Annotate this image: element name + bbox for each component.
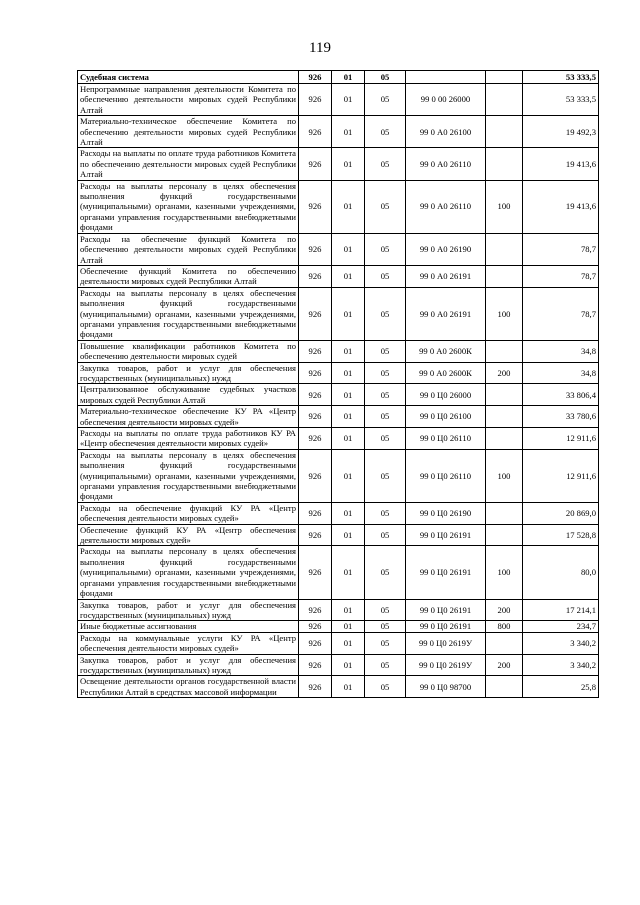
- cell-target-article: 99 0 А0 2600К: [406, 340, 486, 362]
- cell-expense-type: 200: [486, 362, 523, 384]
- cell-target-article: [406, 71, 486, 84]
- cell-section: 01: [332, 384, 365, 406]
- cell-target-article: 99 0 А0 26100: [406, 116, 486, 148]
- cell-amount: 34,8: [523, 340, 599, 362]
- cell-dept-code: 926: [299, 287, 332, 340]
- cell-target-article: 99 0 Ц0 26110: [406, 449, 486, 502]
- cell-name: Расходы на коммунальные услуги КУ РА «Центр обеспечения деятельности мировых судей»: [78, 632, 299, 654]
- cell-amount: 20 869,0: [523, 502, 599, 524]
- cell-expense-type: 200: [486, 654, 523, 676]
- cell-subsection: 05: [365, 116, 406, 148]
- cell-name: Материально-техническое обеспечение Комитета по обеспечению деятельности мировых судей Республики Алтай: [78, 116, 299, 148]
- cell-dept-code: 926: [299, 180, 332, 233]
- cell-name: Закупка товаров, работ и услуг для обеспечения государственных (муниципальных) нужд: [78, 599, 299, 621]
- cell-target-article: 99 0 Ц0 26190: [406, 502, 486, 524]
- cell-expense-type: [486, 632, 523, 654]
- cell-expense-type: [486, 524, 523, 546]
- cell-amount: 25,8: [523, 676, 599, 698]
- cell-section: 01: [332, 502, 365, 524]
- cell-name: Расходы на выплаты по оплате труда работников КУ РА «Центр обеспечения деятельности мировых судей»: [78, 428, 299, 450]
- cell-subsection: 05: [365, 621, 406, 632]
- cell-target-article: 99 0 Ц0 26000: [406, 384, 486, 406]
- cell-section: 01: [332, 449, 365, 502]
- cell-expense-type: [486, 265, 523, 287]
- cell-amount: 17 214,1: [523, 599, 599, 621]
- cell-target-article: 99 0 А0 26191: [406, 265, 486, 287]
- cell-name: Закупка товаров, работ и услуг для обеспечения государственных (муниципальных) нужд: [78, 654, 299, 676]
- cell-subsection: 05: [365, 502, 406, 524]
- cell-section: 01: [332, 148, 365, 180]
- cell-target-article: 99 0 А0 26191: [406, 287, 486, 340]
- cell-name: Расходы на обеспечение функций Комитета по обеспечению деятельности мировых судей Республики Алтай: [78, 233, 299, 265]
- cell-subsection: 05: [365, 676, 406, 698]
- cell-expense-type: [486, 502, 523, 524]
- cell-subsection: 05: [365, 340, 406, 362]
- cell-section: 01: [332, 654, 365, 676]
- cell-name: Закупка товаров, работ и услуг для обеспечения государственных (муниципальных) нужд: [78, 362, 299, 384]
- cell-amount: 19 413,6: [523, 180, 599, 233]
- cell-name: Расходы на выплаты по оплате труда работников Комитета по обеспечению деятельности мировых судей Республики Алтай: [78, 148, 299, 180]
- cell-name: Централизованное обслуживание судебных участков мировых судей Республики Алтай: [78, 384, 299, 406]
- cell-dept-code: 926: [299, 428, 332, 450]
- cell-amount: 3 340,2: [523, 632, 599, 654]
- cell-name: Расходы на выплаты персоналу в целях обеспечения выполнения функций государственными (муниципальными) органами, казенными учреждениями, органами управления государственными внебюджетными фондами: [78, 287, 299, 340]
- cell-dept-code: 926: [299, 676, 332, 698]
- table-row: [78, 524, 599, 546]
- cell-expense-type: [486, 116, 523, 148]
- cell-section: 01: [332, 632, 365, 654]
- cell-name: Повышение квалификации работников Комитета по обеспечению деятельности мировых судей: [78, 340, 299, 362]
- cell-dept-code: 926: [299, 384, 332, 406]
- cell-expense-type: 800: [486, 621, 523, 632]
- cell-dept-code: 926: [299, 449, 332, 502]
- table-row: [78, 654, 599, 676]
- table-row: [78, 599, 599, 621]
- cell-dept-code: 926: [299, 654, 332, 676]
- table-row: [78, 84, 599, 116]
- cell-target-article: 99 0 А0 2600К: [406, 362, 486, 384]
- cell-amount: 33 780,6: [523, 406, 599, 428]
- cell-amount: 34,8: [523, 362, 599, 384]
- cell-name: Материально-техническое обеспечение КУ РА «Центр обеспечения деятельности мировых судей»: [78, 406, 299, 428]
- cell-subsection: 05: [365, 180, 406, 233]
- cell-section: 01: [332, 599, 365, 621]
- table-row: [78, 546, 599, 599]
- cell-section: 01: [332, 362, 365, 384]
- table-row: [78, 632, 599, 654]
- cell-amount: 33 806,4: [523, 384, 599, 406]
- cell-section: 01: [332, 428, 365, 450]
- cell-subsection: 05: [365, 406, 406, 428]
- page-number: 119: [309, 40, 331, 56]
- table-row: [78, 406, 599, 428]
- cell-name: Расходы на обеспечение функций КУ РА «Центр обеспечения деятельности мировых судей»: [78, 502, 299, 524]
- cell-subsection: 05: [365, 71, 406, 84]
- cell-subsection: 05: [365, 287, 406, 340]
- cell-target-article: 99 0 А0 26110: [406, 180, 486, 233]
- table-row: [78, 676, 599, 698]
- table-row: [78, 428, 599, 450]
- cell-section: 01: [332, 233, 365, 265]
- cell-target-article: 99 0 Ц0 26191: [406, 524, 486, 546]
- cell-expense-type: [486, 84, 523, 116]
- cell-amount: 53 333,5: [523, 71, 599, 84]
- cell-target-article: 99 0 А0 26110: [406, 148, 486, 180]
- cell-subsection: 05: [365, 148, 406, 180]
- budget-table: [77, 70, 599, 698]
- cell-name: Освещение деятельности органов государственной власти Республики Алтай в средствах массовой информации: [78, 676, 299, 698]
- cell-subsection: 05: [365, 654, 406, 676]
- table-row: [78, 287, 599, 340]
- cell-expense-type: [486, 406, 523, 428]
- table-row: [78, 449, 599, 502]
- cell-target-article: 99 0 Ц0 26191: [406, 599, 486, 621]
- cell-subsection: 05: [365, 265, 406, 287]
- cell-subsection: 05: [365, 384, 406, 406]
- cell-expense-type: [486, 428, 523, 450]
- cell-expense-type: 100: [486, 546, 523, 599]
- cell-amount: 17 528,8: [523, 524, 599, 546]
- cell-subsection: 05: [365, 233, 406, 265]
- cell-amount: 19 413,6: [523, 148, 599, 180]
- table-row: [78, 265, 599, 287]
- cell-target-article: 99 0 Ц0 26110: [406, 428, 486, 450]
- cell-subsection: 05: [365, 362, 406, 384]
- cell-amount: 3 340,2: [523, 654, 599, 676]
- cell-dept-code: 926: [299, 632, 332, 654]
- cell-amount: 78,7: [523, 233, 599, 265]
- cell-target-article: 99 0 А0 26190: [406, 233, 486, 265]
- table-row: [78, 116, 599, 148]
- cell-section: 01: [332, 546, 365, 599]
- cell-dept-code: 926: [299, 362, 332, 384]
- cell-dept-code: 926: [299, 524, 332, 546]
- cell-subsection: 05: [365, 449, 406, 502]
- cell-dept-code: 926: [299, 84, 332, 116]
- cell-expense-type: 100: [486, 449, 523, 502]
- cell-dept-code: 926: [299, 233, 332, 265]
- cell-subsection: 05: [365, 599, 406, 621]
- cell-subsection: 05: [365, 524, 406, 546]
- cell-amount: 12 911,6: [523, 428, 599, 450]
- cell-expense-type: [486, 384, 523, 406]
- cell-dept-code: 926: [299, 116, 332, 148]
- table-row: [78, 180, 599, 233]
- cell-name: Расходы на выплаты персоналу в целях обеспечения выполнения функций государственными (муниципальными) органами, казенными учреждениями, органами управления государственными внебюджетными фондами: [78, 449, 299, 502]
- cell-amount: 78,7: [523, 265, 599, 287]
- cell-amount: 80,0: [523, 546, 599, 599]
- cell-dept-code: 926: [299, 148, 332, 180]
- cell-section: 01: [332, 116, 365, 148]
- cell-section: 01: [332, 524, 365, 546]
- cell-amount: 234,7: [523, 621, 599, 632]
- cell-dept-code: 926: [299, 621, 332, 632]
- cell-amount: 12 911,6: [523, 449, 599, 502]
- cell-section: 01: [332, 180, 365, 233]
- cell-section: 01: [332, 340, 365, 362]
- cell-expense-type: [486, 676, 523, 698]
- table-body: [78, 71, 599, 698]
- cell-expense-type: [486, 233, 523, 265]
- cell-expense-type: [486, 340, 523, 362]
- cell-target-article: 99 0 Ц0 2619У: [406, 632, 486, 654]
- cell-subsection: 05: [365, 546, 406, 599]
- cell-target-article: 99 0 Ц0 26191: [406, 546, 486, 599]
- cell-subsection: 05: [365, 428, 406, 450]
- cell-expense-type: [486, 71, 523, 84]
- cell-section: 01: [332, 84, 365, 116]
- cell-target-article: 99 0 Ц0 98700: [406, 676, 486, 698]
- cell-subsection: 05: [365, 632, 406, 654]
- cell-dept-code: 926: [299, 502, 332, 524]
- cell-name: Расходы на выплаты персоналу в целях обеспечения выполнения функций государственными (муниципальными) органами, казенными учреждениями, органами управления государственными внебюджетными фондами: [78, 180, 299, 233]
- cell-section: 01: [332, 676, 365, 698]
- cell-dept-code: 926: [299, 340, 332, 362]
- cell-name: Обеспечение функций КУ РА «Центр обеспечения деятельности мировых судей»: [78, 524, 299, 546]
- cell-section: 01: [332, 71, 365, 84]
- cell-name: Непрограммные направления деятельности Комитета по обеспечению деятельности мировых судей Республики Алтай: [78, 84, 299, 116]
- cell-dept-code: 926: [299, 406, 332, 428]
- cell-amount: 19 492,3: [523, 116, 599, 148]
- table-row: [78, 71, 599, 84]
- cell-name: Судебная система: [78, 71, 299, 84]
- cell-name: Расходы на выплаты персоналу в целях обеспечения выполнения функций государственными (муниципальными) органами, казенными учреждениями, органами управления государственными внебюджетными фондами: [78, 546, 299, 599]
- cell-section: 01: [332, 265, 365, 287]
- cell-expense-type: [486, 148, 523, 180]
- table-row: [78, 362, 599, 384]
- cell-target-article: 99 0 Ц0 26100: [406, 406, 486, 428]
- table-row: [78, 502, 599, 524]
- table-row: [78, 233, 599, 265]
- cell-target-article: 99 0 00 26000: [406, 84, 486, 116]
- cell-amount: 53 333,5: [523, 84, 599, 116]
- cell-subsection: 05: [365, 84, 406, 116]
- cell-target-article: 99 0 Ц0 26191: [406, 621, 486, 632]
- table-row: [78, 621, 599, 632]
- table-row: [78, 148, 599, 180]
- cell-section: 01: [332, 406, 365, 428]
- cell-section: 01: [332, 287, 365, 340]
- table-row: [78, 384, 599, 406]
- cell-dept-code: 926: [299, 599, 332, 621]
- cell-dept-code: 926: [299, 265, 332, 287]
- cell-dept-code: 926: [299, 71, 332, 84]
- cell-expense-type: 100: [486, 287, 523, 340]
- cell-target-article: 99 0 Ц0 2619У: [406, 654, 486, 676]
- cell-amount: 78,7: [523, 287, 599, 340]
- cell-dept-code: 926: [299, 546, 332, 599]
- cell-name: Иные бюджетные ассигнования: [78, 621, 299, 632]
- cell-expense-type: 100: [486, 180, 523, 233]
- cell-name: Обеспечение функций Комитета по обеспечению деятельности мировых судей Республики Алтай: [78, 265, 299, 287]
- cell-expense-type: 200: [486, 599, 523, 621]
- cell-section: 01: [332, 621, 365, 632]
- table-row: [78, 340, 599, 362]
